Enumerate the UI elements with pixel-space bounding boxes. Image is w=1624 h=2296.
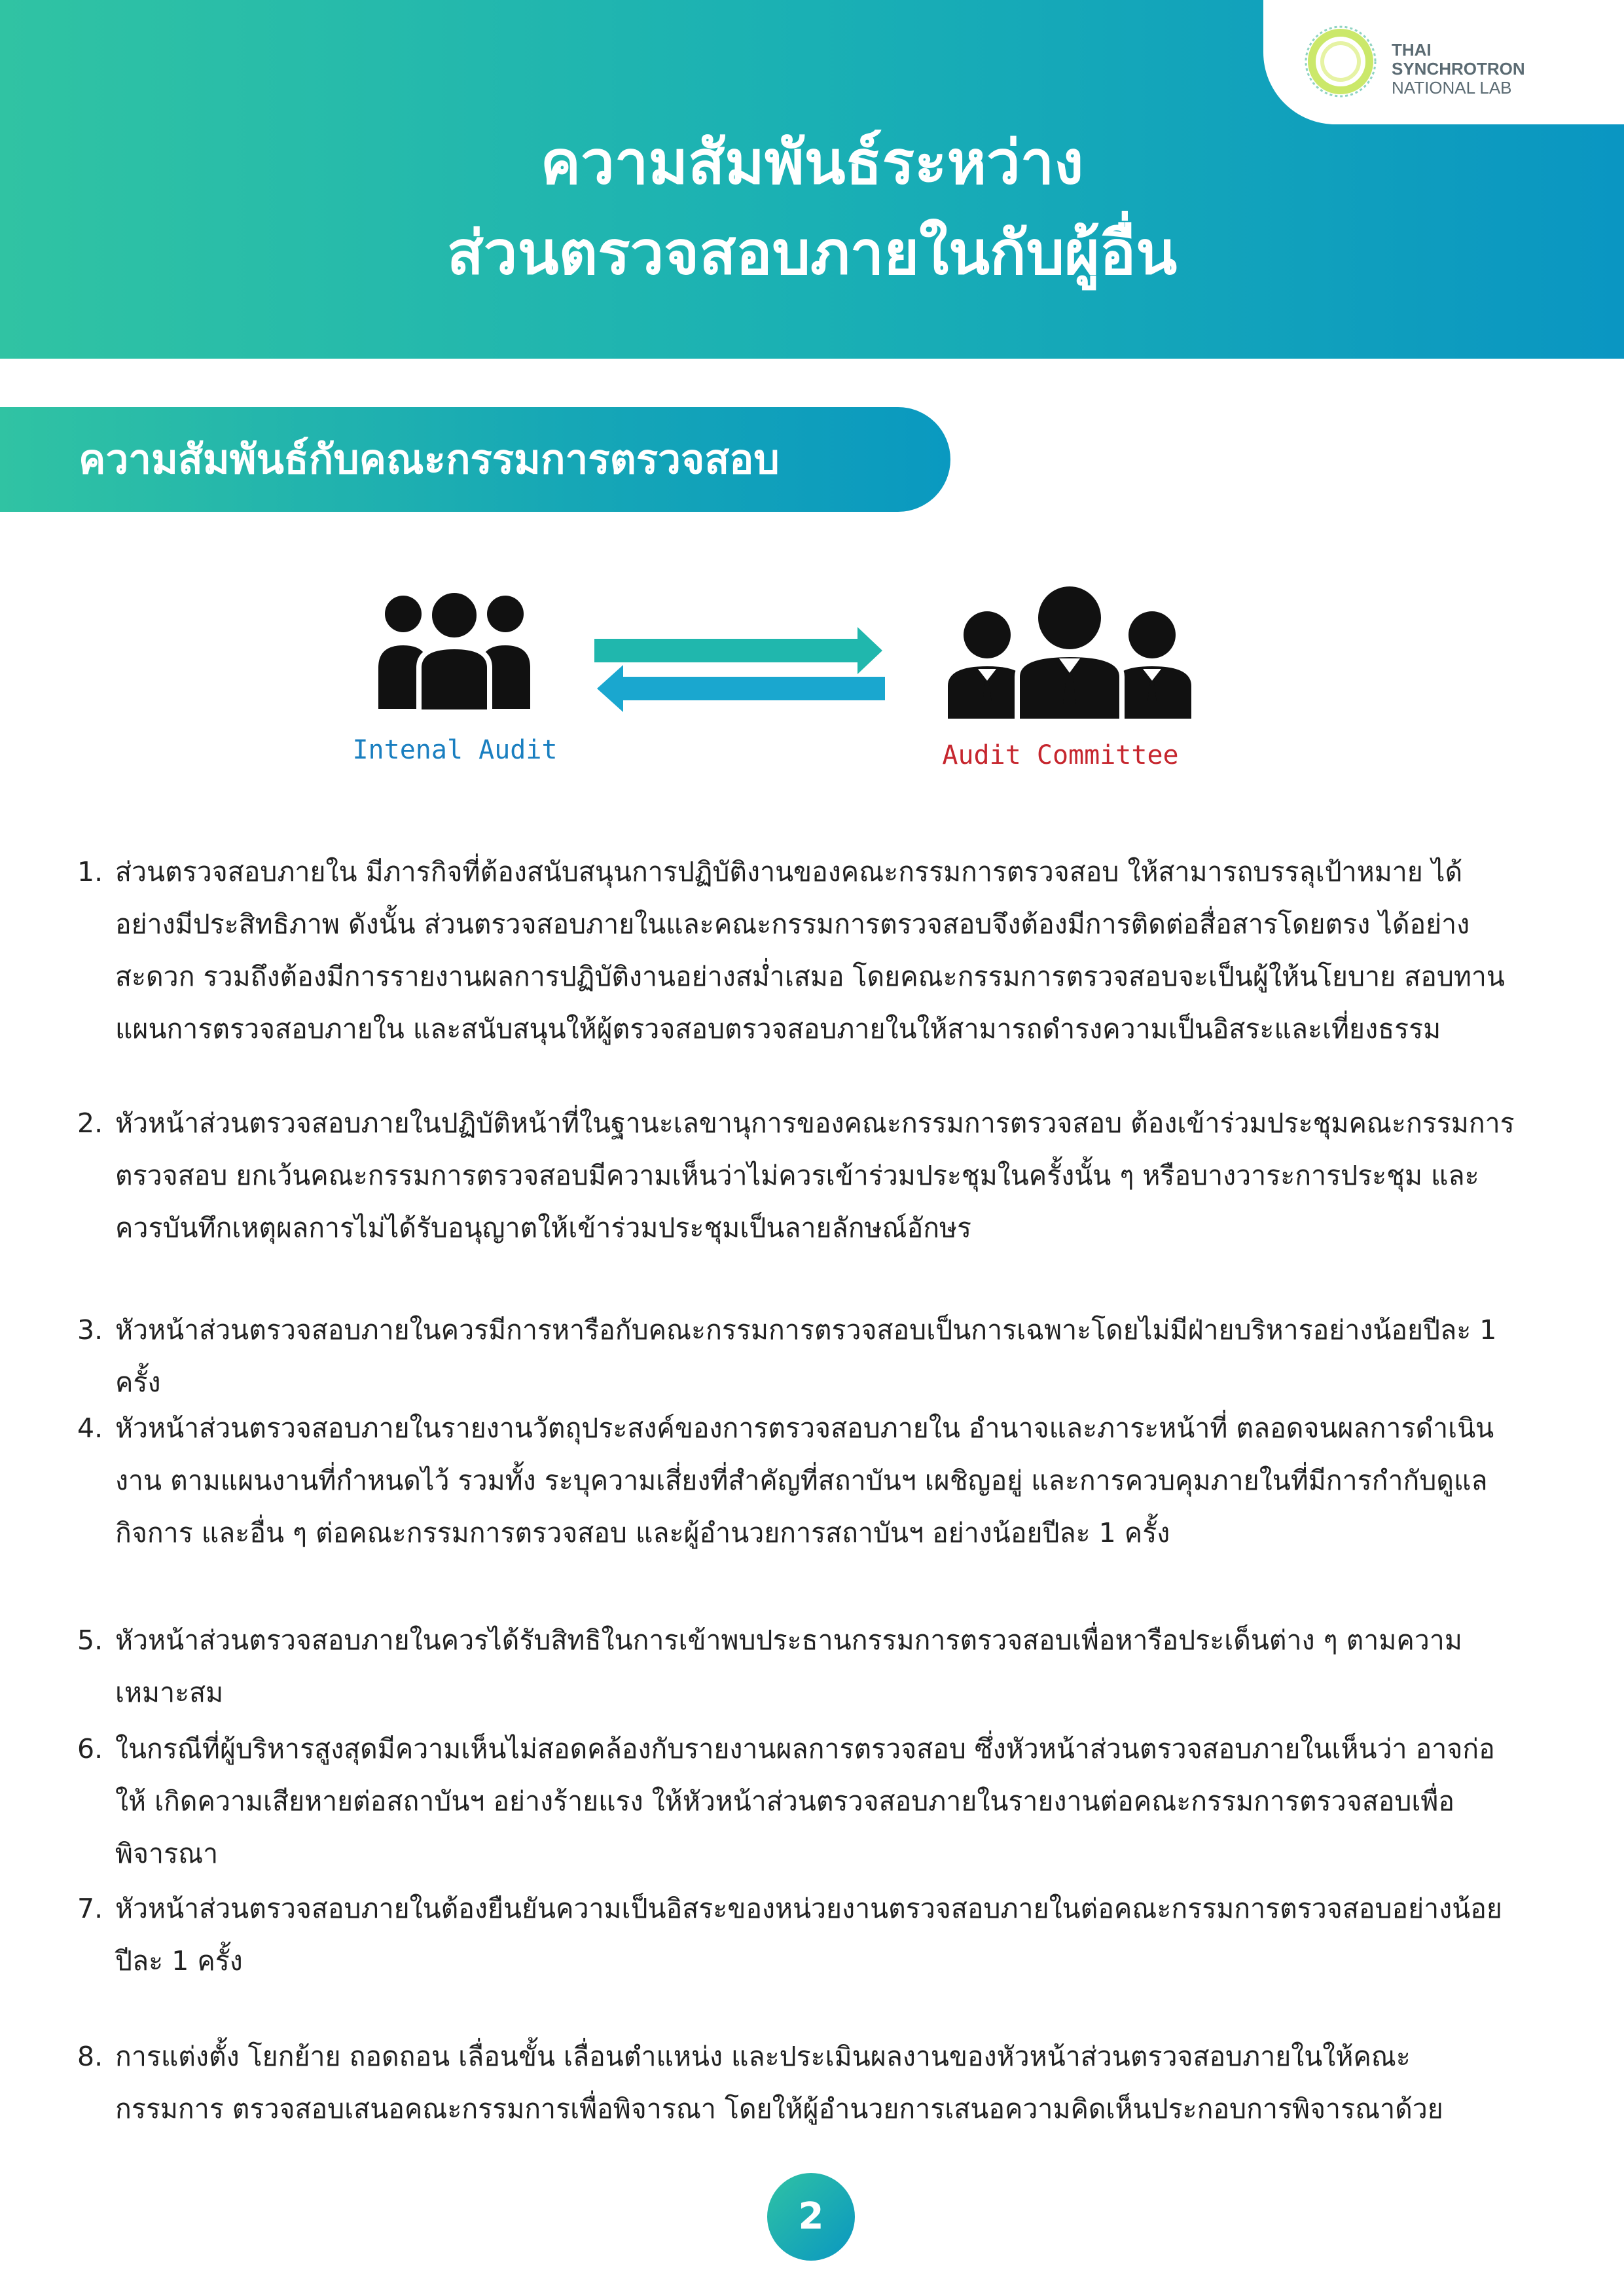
list-item-text: หัวหน้าส่วนตรวจสอบภายในต้องยืนยันความเป็นอิสระของหน่วยงานตรวจสอบภายในต่อคณะกรรมการตรวจสอบอย่างน้อย ปีละ 1 ครั้ง: [115, 1893, 1502, 1977]
page-title-line-1: ความสัมพันธ์ระหว่าง: [540, 128, 1084, 198]
list-item-text: หัวหน้าส่วนตรวจสอบภายในควรมีการหารือกับคณะกรรมการตรวจสอบเป็นการเฉพาะโดยไม่มีฝ่ายบริหารอย่างน้อยปีละ 1 ครั้ง: [115, 1314, 1497, 1398]
list-item-text: ในกรณีที่ผู้บริหารสูงสุดมีความเห็นไม่สอดคล้องกับรายงานผลการตรวจสอบ ซึ่งหัวหน้าส่วนตรวจสอบภายในเห็นว่า อาจก่อให้ เกิดความเสียหายต่อสถาบันฯ อย่างร้ายแรง ให้หัวหน้าส่วนตรวจสอบภายในรายงานต่อคณะกรรมการตรวจสอบเพื่อพิจารณา: [115, 1733, 1495, 1869]
page-number: 2: [767, 2173, 855, 2261]
list-item-number: 6.: [77, 1733, 103, 1765]
list-item-text: หัวหน้าส่วนตรวจสอบภายในรายงานวัตถุประสงค์ของการตรวจสอบภายใน อำนาจและภาระหน้าที่ ตลอดจนผลการดำเนินงาน ตามแผนงานที่กำหนดไว้ รวมทั้ง ระบุความเสี่ยงที่สำคัญที่สถาบันฯ เผชิญอยู่ และการควบคุมภายในที่มีการกำกับดูแลกิจการ และอื่น ๆ ต่อคณะกรรมการตรวจสอบ และผู้อำนวยการสถาบันฯ อย่างน้อยปีละ 1 ครั้ง: [115, 1412, 1494, 1549]
two-way-arrows-icon: [589, 623, 890, 715]
list-item-number: 1.: [77, 856, 103, 888]
logo: [1263, 0, 1624, 124]
list-item: [77, 1097, 1517, 1254]
list-item-number: 4.: [77, 1412, 103, 1444]
audit-committee-label: Audit Committee: [942, 740, 1179, 770]
list-item: [77, 1304, 1517, 1408]
logo-line-3: NATIONAL LAB: [1392, 78, 1512, 98]
list-item-number: 7.: [77, 1893, 103, 1924]
logo-text: [1392, 41, 1525, 98]
list-item-text: หัวหน้าส่วนตรวจสอบภายในควรได้รับสิทธิในการเข้าพบประธานกรรมการตรวจสอบเพื่อหารือประเด็นต่าง ๆ ตามความเหมาะสม: [115, 1624, 1462, 1708]
list-item-text: ส่วนตรวจสอบภายใน มีภารกิจที่ต้องสนับสนุนการปฏิบัติงานของคณะกรรมการตรวจสอบ ให้สามารถบรรลุเป้าหมาย ได้อย่างมีประสิทธิภาพ ดังนั้น ส่วนตรวจสอบภายในและคณะกรรมการตรวจสอบจึงต้องมีการติดต่อสื่อสารโดยตรง ได้อย่างสะดวก รวมถึงต้องมีการรายงานผลการปฏิบัติงานอย่างสม่ำเสมอ โดยคณะกรรมการตรวจสอบจะเป็นผู้ให้นโยบาย สอบทานแผนการตรวจสอบภายใน และสนับสนุนให้ผู้ตรวจสอบตรวจสอบภายในให้สามารถดำรงความเป็นอิสระและเที่ยงธรรม: [115, 856, 1505, 1045]
list-item: [77, 2030, 1517, 2135]
list-item-text: การแต่งตั้ง โยกย้าย ถอดถอน เลื่อนขั้น เลื่อนตำแหน่ง และประเมินผลงานของหัวหน้าส่วนตรวจสอบภายในให้คณะกรรมการ ตรวจสอบเสนอคณะกรรมการเพื่อพิจารณา โดยให้ผู้อำนวยการเสนอความคิดเห็นประกอบการพิจารณาด้วย: [115, 2041, 1443, 2125]
list-item: [77, 1882, 1517, 1987]
list-item: [77, 846, 1517, 1055]
group-people-icon: [376, 581, 533, 719]
list-item-number: 3.: [77, 1314, 103, 1346]
synchrotron-logo-icon: [1304, 25, 1377, 98]
logo-line-1: THAI: [1392, 40, 1432, 60]
list-item: [77, 1402, 1517, 1559]
list-item-number: 2.: [77, 1107, 103, 1139]
list-item-text: หัวหน้าส่วนตรวจสอบภายในปฏิบัติหน้าที่ในฐานะเลขานุการของคณะกรรมการตรวจสอบ ต้องเข้าร่วมประชุมคณะกรรมการ ตรวจสอบ ยกเว้นคณะกรรมการตรวจสอบมีความเห็นว่าไม่ควรเข้าร่วมประชุมในครั้งนั้น ๆ หรือบางวาระการประชุม และ ควรบันทึกเหตุผลการไม่ได้รับอนุญาตให้เข้าร่วมประชุมเป็นลายลักษณ์อักษร: [115, 1107, 1515, 1244]
business-people-icon: [947, 581, 1193, 719]
logo-line-2: SYNCHROTRON: [1392, 59, 1525, 79]
list-item: [77, 1723, 1517, 1880]
list-item-number: 5.: [77, 1624, 103, 1656]
section-heading-text: ความสัมพันธ์กับคณะกรรมการตรวจสอบ: [79, 435, 780, 483]
page-title: [0, 118, 1624, 298]
list-item: [77, 1614, 1517, 1719]
list-item-number: 8.: [77, 2041, 103, 2072]
internal-audit-label: Intenal Audit: [352, 735, 558, 765]
section-heading: [0, 407, 950, 512]
header-banner: [0, 0, 1624, 359]
page-title-line-2: ส่วนตรวจสอบภายในกับผู้อื่น: [446, 218, 1178, 288]
